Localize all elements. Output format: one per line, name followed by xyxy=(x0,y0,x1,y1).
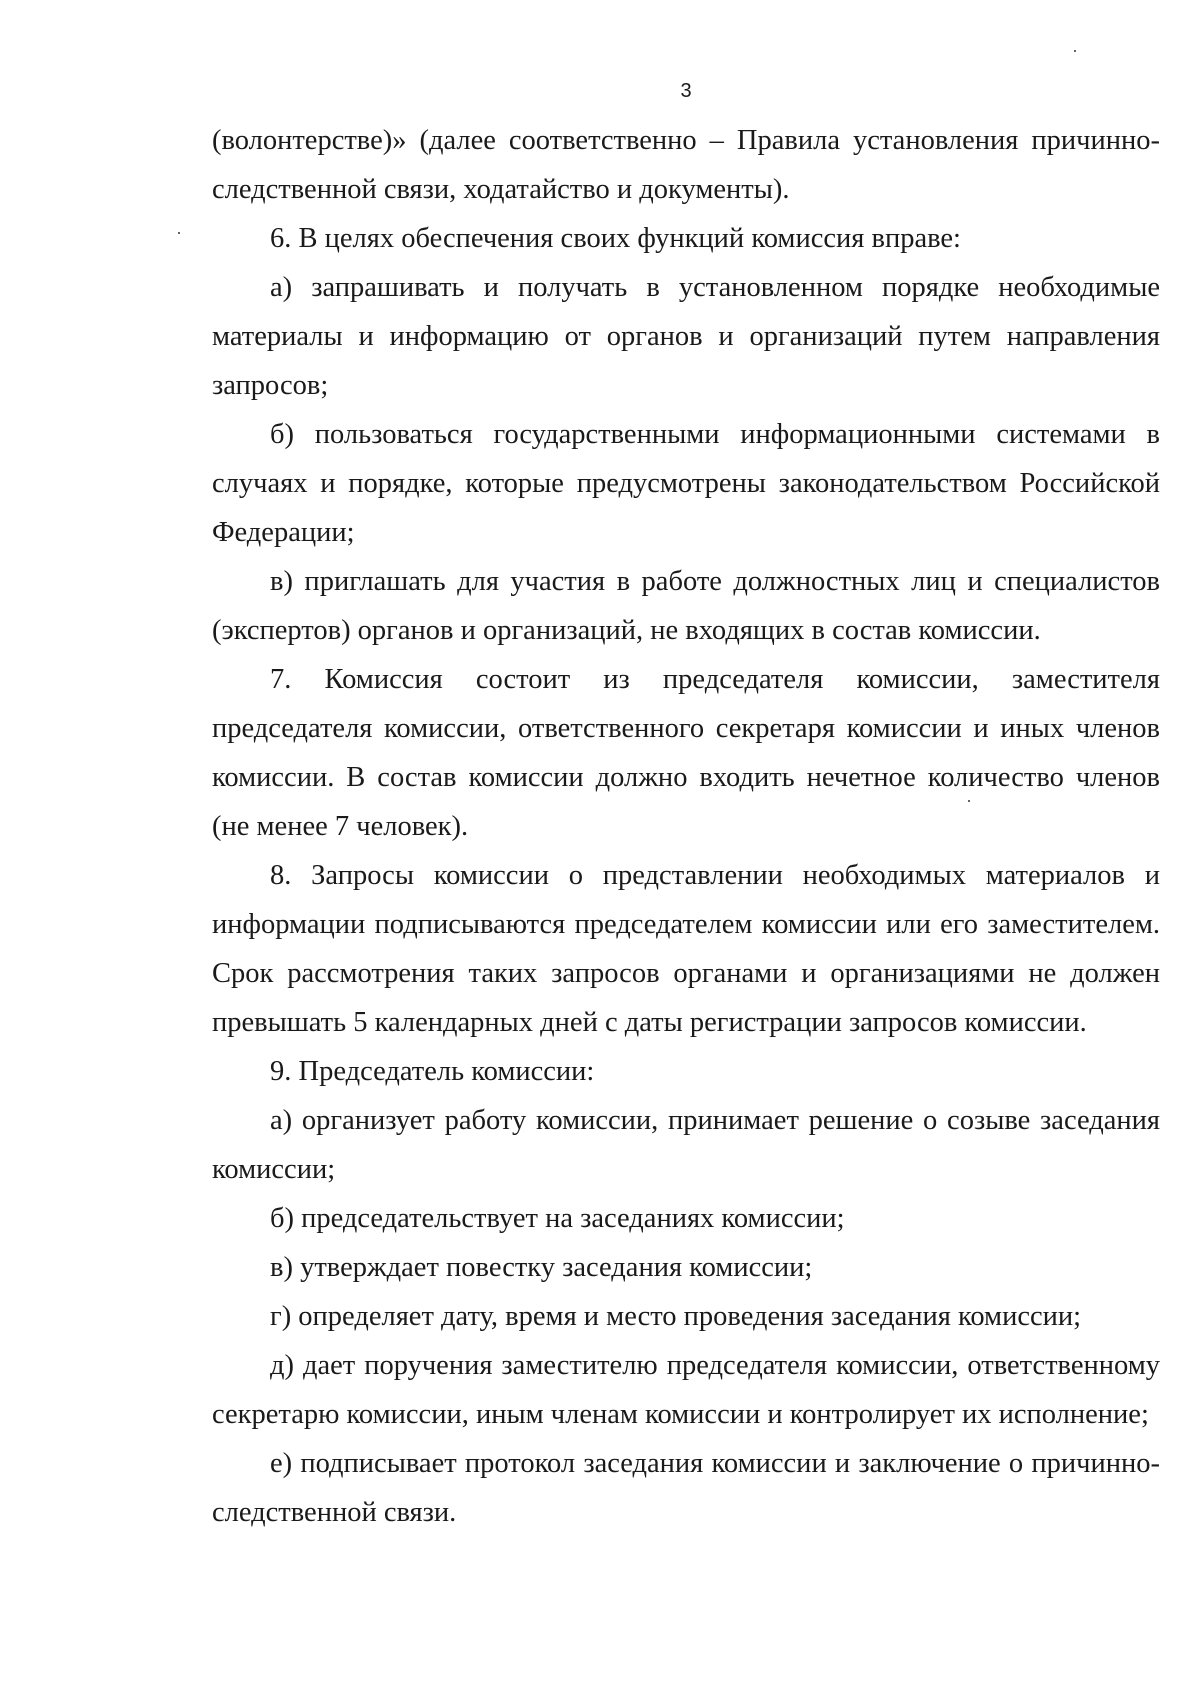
scan-speck xyxy=(1074,50,1076,52)
paragraph-item-9v: в) утверждает повестку заседания комиссии; xyxy=(270,1252,813,1283)
paragraph-item-7: 7. Комиссия состоит из председателя комиссии, заместителя председателя комиссии, ответственного секретаря комиссии и иных членов комиссии. В состав комиссии должно входить нечетное количество членов (не менее 7 человек). xyxy=(212,664,1160,842)
scan-speck xyxy=(178,232,180,234)
document-body xyxy=(212,116,1160,1537)
paragraph-item-6b: б) пользоваться государственными информационными системами в случаях и порядке, которые предусмотрены законодательством Российской Федерации; xyxy=(212,419,1160,548)
paragraph-item-9a: а) организует работу комиссии, принимает решение о созыве заседания комиссии; xyxy=(212,1105,1160,1185)
paragraph-item-6a: а) запрашивать и получать в установленном порядке необходимые материалы и информацию от органов и организаций путем направления запросов; xyxy=(212,272,1160,401)
paragraph-continuation: (волонтерстве)» (далее соответственно – Правила установления причинно-следственной связи, ходатайство и документы). xyxy=(212,125,1160,205)
paragraph-item-9: 9. Председатель комиссии: xyxy=(270,1056,595,1087)
page-number: 3 xyxy=(680,80,692,102)
paragraph-item-9e: е) подписывает протокол заседания комиссии и заключение о причинно-следственной связи. xyxy=(212,1448,1160,1528)
paragraph-item-6v: в) приглашать для участия в работе должностных лиц и специалистов (экспертов) органов и организаций, не входящих в состав комиссии. xyxy=(212,566,1160,646)
paragraph-item-9g: г) определяет дату, время и место проведения заседания комиссии; xyxy=(270,1301,1082,1332)
paragraph-item-6: 6. В целях обеспечения своих функций комиссия вправе: xyxy=(270,223,961,254)
paragraph-item-9b: б) председательствует на заседаниях комиссии; xyxy=(270,1203,845,1234)
paragraph-item-8: 8. Запросы комиссии о представлении необходимых материалов и информации подписываются председателем комиссии или его заместителем. Срок рассмотрения таких запросов органами и организациями не должен превышать 5 календарных дней с даты регистрации запросов комиссии. xyxy=(212,860,1160,1038)
paragraph-item-9d: д) дает поручения заместителю председателя комиссии, ответственному секретарю комиссии, иным членам комиссии и контролирует их исполнение; xyxy=(212,1350,1160,1430)
